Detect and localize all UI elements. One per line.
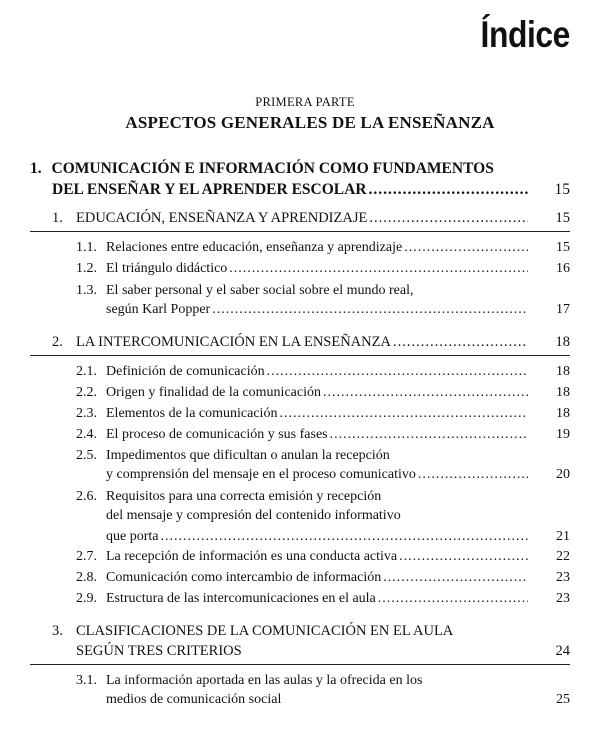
subsection-title: Origen y finalidad de la comunicación: [106, 385, 321, 400]
chapter-title-cont: DEL ENSEÑAR Y EL APRENDER ESCOLAR: [52, 181, 367, 198]
section-number: 2.: [52, 334, 63, 350]
subsection-title-cont: según Karl Popper: [106, 302, 211, 317]
subsection-title: Relaciones entre educación, enseñanza y aprendizaje: [106, 240, 403, 255]
toc-entry-1-3: [106, 299, 570, 320]
page-number: 25: [556, 692, 570, 707]
subsection-title: Impedimentos que dificultan o anulan la recepción: [106, 448, 390, 463]
toc-entry-2-2: [76, 382, 570, 403]
page-number: 24: [555, 643, 570, 659]
toc-entry-section-3: [76, 641, 570, 662]
subsection-title: Elementos de la comunicación: [106, 406, 278, 421]
chapter-number: 1.: [30, 160, 42, 177]
toc-entry-1-3-line1: [76, 280, 414, 301]
subsection-number: 2.8.: [76, 570, 97, 585]
subsection-title: Requisitos para una correcta emisión y recepción: [106, 489, 382, 504]
toc-entry-3-1: [106, 689, 570, 710]
subsection-title: El proceso de comunicación y sus fases: [106, 427, 328, 442]
divider: [30, 355, 570, 356]
leader-dots: [418, 464, 528, 485]
toc-entry-2-9: [76, 588, 570, 609]
subsection-title: Definición de comunicación: [106, 364, 265, 379]
toc-entry-1-1: [76, 237, 570, 258]
page-number: 18: [556, 385, 570, 400]
toc-entry-3-1-line1: [76, 670, 422, 691]
page-title: Índice: [480, 14, 570, 55]
subsection-number: 1.2.: [76, 261, 97, 276]
leader-dots: [393, 332, 528, 353]
subsection-number: 2.7.: [76, 549, 97, 564]
toc-entry-2-7: [76, 546, 570, 567]
subsection-number: 3.1.: [76, 673, 97, 688]
page-number: 15: [554, 181, 570, 198]
section-number: 3.: [52, 623, 63, 639]
toc-entry-section-2: [52, 332, 570, 353]
leader-dots: [404, 237, 528, 258]
part-title: ASPECTOS GENERALES DE LA ENSEÑANZA: [125, 113, 495, 132]
toc-entry-2-6: [106, 526, 570, 547]
subsection-title: Comunicación como intercambio de información: [106, 570, 382, 585]
page-number: 18: [556, 406, 570, 421]
page-number: 15: [555, 210, 570, 226]
part-label: PRIMERA PARTE: [255, 95, 355, 109]
section-title: LA INTERCOMUNICACIÓN EN LA ENSEÑANZA: [76, 334, 391, 350]
leader-dots: [378, 588, 528, 609]
divider: [30, 231, 570, 232]
subsection-title: La información aportada en las aulas y la ofrecida en los: [106, 673, 423, 688]
leader-dots: [383, 567, 528, 588]
subsection-title-cont: y comprensión del mensaje en el proceso comunicativo: [106, 467, 416, 482]
divider: [30, 664, 570, 665]
section-number: 1.: [52, 210, 63, 226]
page-number: 17: [556, 302, 570, 317]
toc-entry-2-3: [76, 403, 570, 424]
subsection-number: 2.3.: [76, 406, 97, 421]
page-number: 23: [556, 570, 570, 585]
page-number: 19: [556, 427, 570, 442]
toc-entry-2-5: [106, 464, 570, 485]
leader-dots: [330, 424, 528, 445]
subsection-title: El saber personal y el saber social sobre el mundo real,: [106, 283, 414, 298]
leader-dots: [399, 546, 528, 567]
leader-dots: [212, 299, 528, 320]
subsection-title: El triángulo didáctico: [106, 261, 228, 276]
leader-dots: [369, 208, 528, 229]
page-number: 18: [555, 334, 570, 350]
subsection-number: 2.6.: [76, 489, 97, 504]
page-number: 18: [556, 364, 570, 379]
page-number: 23: [556, 591, 570, 606]
leader-dots: [279, 403, 528, 424]
toc-entry-chapter-1: [52, 179, 570, 200]
toc-entry-2-1: [76, 361, 570, 382]
toc-entry-2-6-line1: [76, 486, 381, 507]
page-number: 22: [556, 549, 570, 564]
chapter-title: COMUNICACIÓN E INFORMACIÓN COMO FUNDAMENTOS: [51, 160, 494, 177]
subsection-number: 1.3.: [76, 283, 97, 298]
subsection-title-cont: medios de comunicación social: [106, 692, 282, 707]
page-number: 21: [556, 529, 570, 544]
subsection-number: 2.9.: [76, 591, 97, 606]
toc-entry-2-4: [76, 424, 570, 445]
toc-entry-section-3-line1: [52, 621, 453, 642]
leader-dots: [229, 258, 528, 279]
chapter-line1: [30, 158, 494, 179]
section-title: CLASIFICACIONES DE LA COMUNICACIÓN EN EL AULA: [76, 623, 454, 639]
subsection-title: Estructura de las intercomunicaciones en el aula: [106, 591, 376, 606]
subsection-title-cont: que porta: [106, 529, 159, 544]
toc-entry-section-1: [52, 208, 570, 229]
toc-entry-2-5-line1: [76, 445, 390, 466]
subsection-number: 2.1.: [76, 364, 97, 379]
leader-dots: [323, 382, 528, 403]
subsection-number: 1.1.: [76, 240, 97, 255]
leader-dots: [369, 179, 528, 200]
toc-entry-1-2: [76, 258, 570, 279]
section-title: EDUCACIÓN, ENSEÑANZA Y APRENDIZAJE: [76, 210, 368, 226]
toc-entry-2-6-line2: del mensaje y compresión del contenido informativo: [106, 508, 401, 523]
subsection-number: 2.5.: [76, 448, 97, 463]
leader-dots: [160, 526, 528, 547]
subsection-number: 2.4.: [76, 427, 97, 442]
page-number: 15: [556, 240, 570, 255]
subsection-number: 2.2.: [76, 385, 97, 400]
toc-entry-2-8: [76, 567, 570, 588]
section-title-cont: SEGÚN TRES CRITERIOS: [76, 643, 242, 659]
subsection-title: La recepción de información es una conducta activa: [106, 549, 398, 564]
page-number: 20: [556, 467, 570, 482]
page-number: 16: [556, 261, 570, 276]
leader-dots: [267, 361, 528, 382]
